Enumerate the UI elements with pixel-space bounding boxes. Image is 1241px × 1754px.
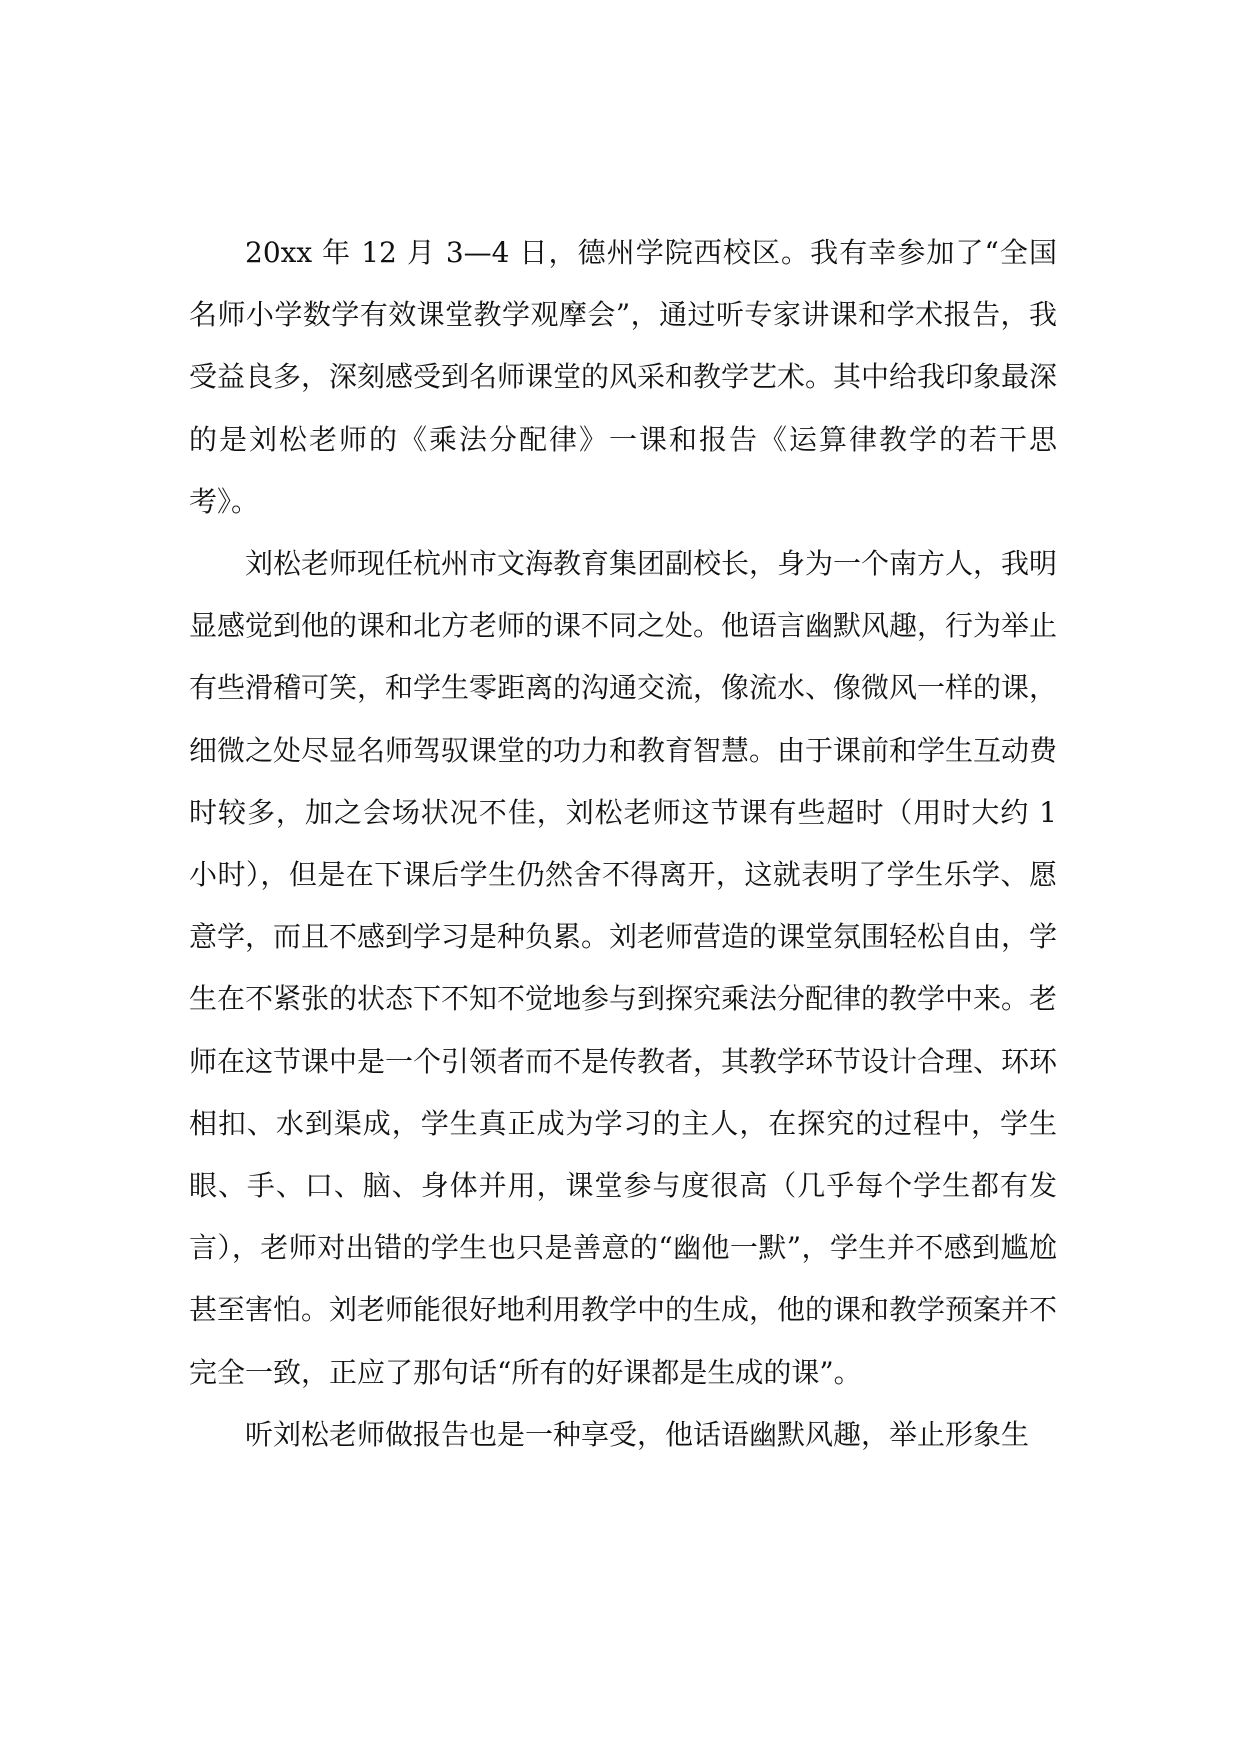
paragraph-3: 听刘松老师做报告也是一种享受，他话语幽默风趣，举止形象生 — [245, 1417, 1030, 1451]
paragraph-1: 20xx 年 12 月 3—4 日，德州学院西校区。我有幸参加了“全国名师小学数学有效课堂教学观摩会”，通过听专家讲课和学术报告，我受益良多，深刻感受到名师课堂的风采和教学艺术。其中给我印象最深的是刘松老师的《乘法分配律》一课和报告《运算律教学的若干思考》。 — [189, 236, 1058, 518]
paragraph-2: 刘松老师现任杭州市文海教育集团副校长，身为一个南方人，我明显感觉到他的课和北方老师的课不同之处。他语言幽默风趣，行为举止有些滑稽可笑，和学生零距离的沟通交流，像流水、像微风一样的课，细微之处尽显名师驾驭课堂的功力和教育智慧。由于课前和学生互动费时较多，加之会场状况不佳，刘松老师这节课有些超时（用时大约 1 小时），但是在下课后学生仍然舍不得离开，这就表明了学生乐学、愿意学，而且不感到学习是种负累。刘老师营造的课堂氛围轻松自由，学生在不紧张的状态下不知不觉地参与到探究乘法分配律的教学中来。老师在这节课中是一个引领者而不是传教者，其教学环节设计合理、环环相扣、水到渠成，学生真正成为学习的主人，在探究的过程中，学生眼、手、口、脑、身体并用，课堂参与度很高（几乎每个学生都有发言），老师对出错的学生也只是善意的“幽他一默”，学生并不感到尴尬甚至害怕。刘老师能很好地利用教学中的生成，他的课和教学预案并不完全一致，正应了那句话“所有的好课都是生成的课”。 — [189, 547, 1058, 1389]
document-body — [189, 222, 1057, 1466]
